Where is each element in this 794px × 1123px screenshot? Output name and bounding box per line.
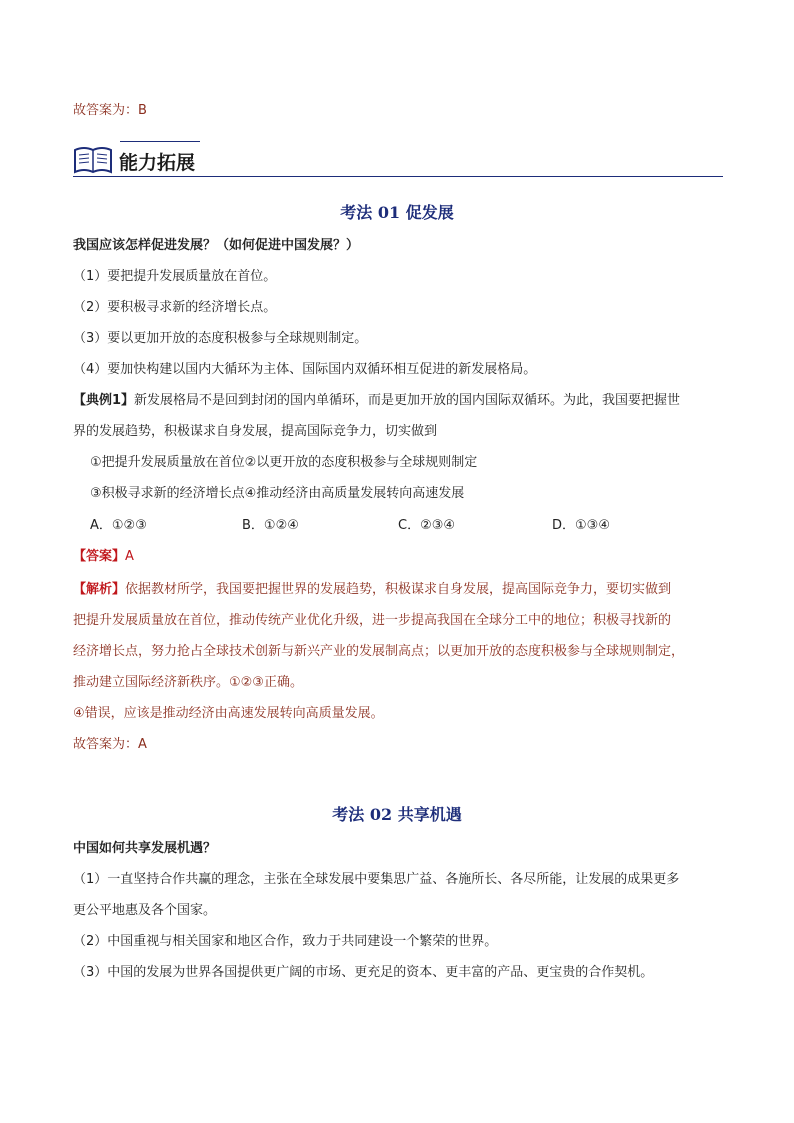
analysis-line: 把提升发展质量放在首位，推动传统产业优化升级，进一步提高我国在全球分工中的地位；积极寻找新的 <box>73 613 672 628</box>
section2-point: （3）中国的发展为世界各国提供更广阔的市场、更充足的资本、更丰富的产品、更宝贵的合作契机。 <box>73 965 654 980</box>
section1-point: （4）要加快构建以国内大循环为主体、国际国内双循环相互促进的新发展格局。 <box>73 362 537 377</box>
analysis-tag: 【解析】 <box>73 582 126 597</box>
section2-question: 中国如何共享发展机遇？ <box>73 841 217 856</box>
banner-title: 能力拓展 <box>119 152 196 174</box>
analysis-line: ④错误，应该是推动经济由高速发展转向高质量发展。 <box>73 706 384 721</box>
answer-value: A <box>125 549 134 564</box>
section1-title: 考法 01 促发展 <box>340 203 454 222</box>
option-c: C．②③④ <box>398 518 456 533</box>
section1-question: 我国应该怎样促进发展？（如何促进中国发展？） <box>73 238 360 253</box>
example-options <box>90 517 650 535</box>
option-b: B．①②④ <box>242 518 299 533</box>
option-d: D．①③④ <box>552 518 610 533</box>
answer-line <box>73 548 134 566</box>
section2-point: 更公平地惠及各个国家。 <box>73 903 217 918</box>
section1-point: （1）要把提升发展质量放在首位。 <box>73 269 277 284</box>
section2-point: （2）中国重视与相关国家和地区合作，致力于共同建设一个繁荣的世界。 <box>73 934 498 949</box>
banner-rule <box>73 176 723 177</box>
analysis-line: 经济增长点，努力抢占全球技术创新与新兴产业的发展制高点；以更加开放的态度积极参与全球规则制定， <box>73 644 685 659</box>
previous-answer: 故答案为：B <box>73 103 147 118</box>
banner-top-rule <box>120 141 200 142</box>
example-stem-line2: 界的发展趋势，积极谋求自身发展，提高国际竞争力，切实做到 <box>73 424 438 439</box>
example-stem-line1 <box>73 392 680 410</box>
section2-title: 考法 02 共享机遇 <box>332 805 462 824</box>
option-a: A．①②③ <box>90 518 147 533</box>
section1-point: （2）要积极寻求新的经济增长点。 <box>73 300 277 315</box>
example-tag: 【典例1】 <box>73 393 135 408</box>
open-book-icon <box>71 142 115 176</box>
final-answer: 故答案为：A <box>73 737 147 752</box>
section2-point: （1）一直坚持合作共赢的理念，主张在全球发展中要集思广益、各施所长、各尽所能，让发展的成果更多 <box>73 872 680 887</box>
section1-point: （3）要以更加开放的态度积极参与全球规则制定。 <box>73 331 368 346</box>
example-statement: ①把提升发展质量放在首位②以更开放的态度积极参与全球规则制定 <box>90 455 478 470</box>
analysis-line <box>73 581 671 599</box>
example-stem-text: 新发展格局不是回到封闭的国内单循环，而是更加开放的国内国际双循环。为此，我国要把握世 <box>134 393 681 408</box>
analysis-line: 推动建立国际经济新秩序。①②③正确。 <box>73 675 303 690</box>
analysis-text: 依据教材所学，我国要把握世界的发展趋势，积极谋求自身发展，提高国际竞争力，要切实做到 <box>125 582 672 597</box>
answer-tag: 【答案】 <box>73 549 126 564</box>
example-statement: ③积极寻求新的经济增长点④推动经济由高质量发展转向高速发展 <box>90 486 465 501</box>
